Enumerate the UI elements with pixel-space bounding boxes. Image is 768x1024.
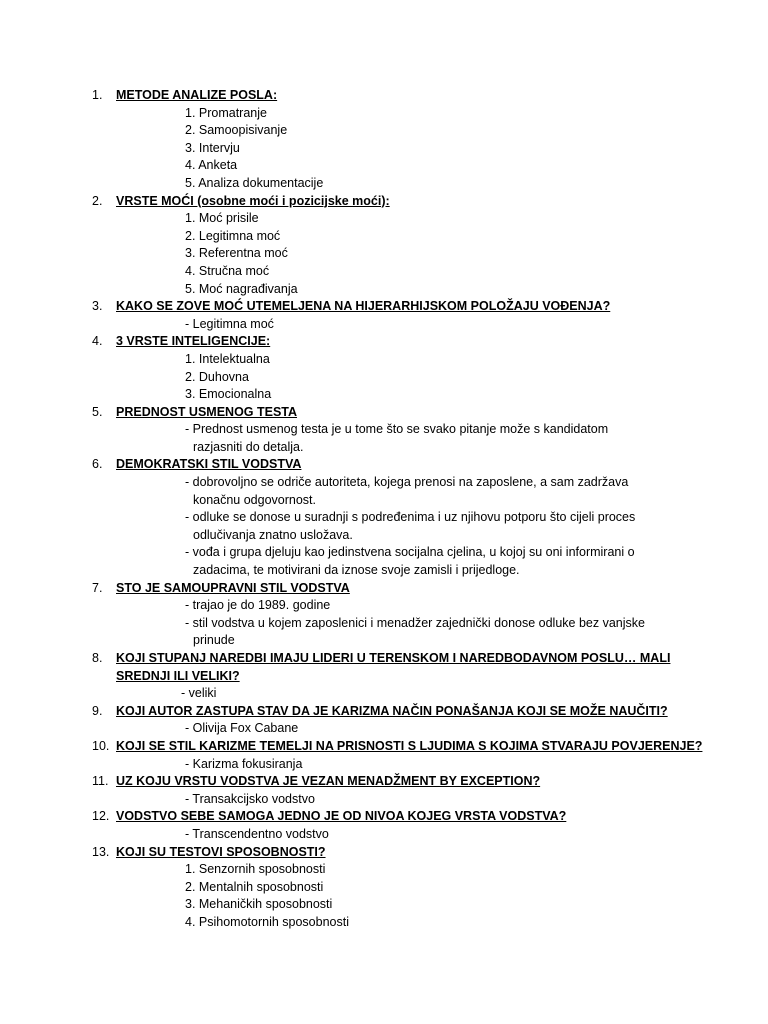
question-5 [0, 404, 768, 422]
question-title-continued: SREDNJI ILI VELIKI? [116, 668, 240, 683]
question-8 [0, 650, 768, 668]
question-title: DEMOKRATSKI STIL VODSTVA [116, 457, 302, 472]
answer-line: - veliki [181, 686, 217, 701]
list-item: 3. Emocionalna [185, 387, 272, 402]
answer-line: - vođa i grupa djeluju kao jedinstvena socijalna cjelina, u kojoj su oni informirani o [185, 545, 635, 560]
answer-line-continued: razjasniti do detalja. [193, 439, 304, 454]
answer-line: - Prednost usmenog testa je u tome što se svako pitanje može s kandidatom [185, 422, 609, 437]
list-item: 2. Duhovna [185, 369, 249, 384]
question-number: 10. [92, 738, 110, 753]
question-title: METODE ANALIZE POSLA: [116, 88, 278, 102]
question-title: VODSTVO SEBE SAMOGA JEDNO JE OD NIVOA KOJEG VRSTA VODSTVA? [116, 809, 567, 824]
answer-line: - trajao je do 1989. godine [185, 598, 331, 613]
question-12 [0, 808, 768, 826]
question-number: 6. [92, 457, 103, 472]
question-number: 7. [92, 580, 103, 595]
question-11 [0, 773, 768, 791]
question-number: 8. [92, 651, 103, 665]
question-title: 3 VRSTE INTELIGENCIJE: [116, 334, 271, 349]
list-item: 2. Samoopisivanje [185, 123, 288, 138]
question-9 [0, 703, 768, 721]
question-number: 12. [92, 809, 110, 824]
question-title: KOJI SU TESTOVI SPOSOBNOSTI? [116, 844, 326, 859]
question-6 [0, 456, 768, 474]
question-title: STO JE SAMOUPRAVNI STIL VODSTVA [116, 580, 350, 595]
list-item: 4. Anketa [185, 158, 238, 173]
question-title: KAKO SE ZOVE MOĆ UTEMELJENA NA HIJERARHIJSKOM POLOŽAJU VOĐENJA? [116, 299, 611, 314]
question-number: 4. [92, 334, 103, 349]
answer-line: - Karizma fokusiranja [185, 756, 303, 771]
question-title: VRSTE MOĆI (osobne moći i pozicijske moći): [116, 193, 390, 208]
list-item: 1. Senzornih sposobnosti [185, 862, 326, 877]
question-number: 2. [92, 193, 103, 208]
question-3 [0, 298, 768, 316]
list-item: 1. Moć prisile [185, 211, 259, 226]
list-item: 1. Promatranje [185, 105, 267, 120]
answer-line-continued: odlučivanja znatno usložava. [193, 527, 353, 542]
list-item: 3. Intervju [185, 140, 240, 155]
answer-line: - Olivija Fox Cabane [185, 721, 299, 736]
document-body [0, 87, 768, 932]
question-number: 9. [92, 703, 103, 718]
list-item: 1. Intelektualna [185, 351, 270, 366]
list-item: 5. Moć nagrađivanja [185, 281, 298, 296]
list-item: 4. Stručna moć [185, 263, 270, 278]
list-item: 3. Referentna moć [185, 246, 288, 261]
question-number: 11. [92, 774, 109, 789]
question-number: 5. [92, 404, 103, 419]
question-number: 13. [92, 844, 110, 859]
answer-line: - dobrovoljno se odriče autoriteta, kojega prenosi na zaposlene, a sam zadržava [185, 475, 629, 490]
question-title: KOJI SE STIL KARIZME TEMELJI NA PRISNOSTI S LJUDIMA S KOJIMA STVARAJU POVJERENJE? [116, 738, 703, 753]
question-title: KOJI AUTOR ZASTUPA STAV DA JE KARIZMA NAČIN PONAŠANJA KOJI SE MOŽE NAUČITI? [116, 703, 668, 718]
answer-line: - Transakcijsko vodstvo [185, 791, 315, 806]
question-title: KOJI STUPANJ NAREDBI IMAJU LIDERI U TERENSKOM I NAREDBODAVNOM POSLU… MALI [116, 651, 671, 665]
answer-line-continued: prinude [193, 633, 235, 648]
question-4 [0, 333, 768, 351]
answer-line: - odluke se donose u suradnji s podređenima i uz njihovu potporu što cijeli proces [185, 510, 636, 525]
question-7 [0, 580, 768, 598]
answer-line: - Legitimna moć [185, 316, 274, 331]
question-title: PREDNOST USMENOG TESTA [116, 404, 298, 419]
question-title: UZ KOJU VRSTU VODSTVA JE VEZAN MENADŽMENT BY EXCEPTION? [116, 774, 541, 789]
answer-line: - Transcendentno vodstvo [185, 826, 329, 841]
list-item: 3. Mehaničkih sposobnosti [185, 897, 333, 912]
list-item: 2. Legitimna moć [185, 228, 281, 243]
question-2 [0, 193, 768, 211]
list-item: 2. Mentalnih sposobnosti [185, 879, 324, 894]
list-item: 5. Analiza dokumentacije [185, 175, 324, 190]
answer-line: - stil vodstva u kojem zaposlenici i menadžer zajednički donose odluke bez vanjske [185, 615, 645, 630]
question-number: 3. [92, 299, 103, 314]
question-1 [0, 87, 768, 105]
answer-line-continued: konačnu odgovornost. [193, 492, 317, 507]
answer-line-continued: zadacima, te motivirani da iznose svoje zamisli i prijedloge. [193, 563, 520, 578]
question-number: 1. [92, 88, 103, 102]
question-10 [0, 738, 768, 756]
list-item: 4. Psihomotornih sposobnosti [185, 914, 349, 929]
question-13 [0, 844, 768, 862]
